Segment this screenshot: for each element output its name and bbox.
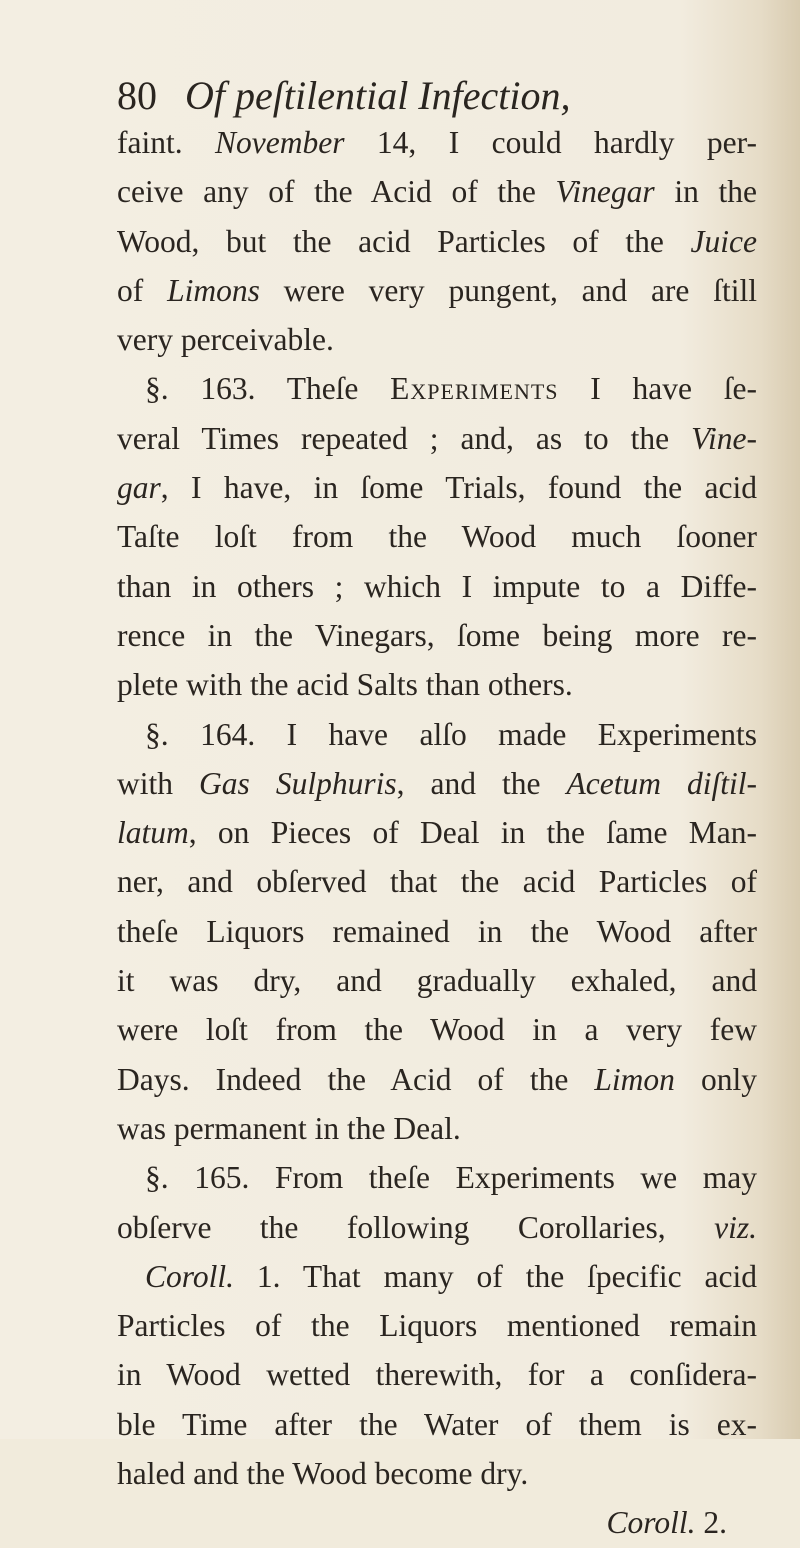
text-line <box>117 611 757 660</box>
text-line <box>117 167 757 216</box>
text-run: Coroll. <box>606 1505 696 1541</box>
text-run: rence in the Vinegars, ſome being more re- <box>117 617 757 653</box>
text-run: latum <box>117 815 189 851</box>
text-run: faint. <box>117 125 216 160</box>
text-run: plete with the acid Salts than others. <box>117 667 573 703</box>
text-line <box>117 660 757 709</box>
text-run: Experiments <box>390 371 559 407</box>
text-line <box>117 1350 757 1399</box>
text-run: I have ſe- <box>558 371 757 407</box>
text-run: Coroll. <box>145 1258 234 1294</box>
page-number: 80 <box>117 73 157 118</box>
text-run: Acetum diſtil- <box>566 765 757 801</box>
running-title: Of peſtilential Infection, <box>185 73 571 118</box>
text-line <box>117 463 757 512</box>
text-run: 1. That many of the ſpecific acid <box>233 1258 757 1294</box>
text-run: veral Times repeated ; and, as to the <box>117 420 692 456</box>
text-line <box>117 1400 757 1449</box>
text-run: ceive any of the Acid of the <box>117 174 556 210</box>
text-run: Limons <box>167 272 260 308</box>
text-run: Wood, but the acid Particles of the <box>117 223 691 259</box>
text-line <box>117 118 757 167</box>
text-line <box>117 315 757 364</box>
text-line <box>117 1498 757 1547</box>
text-run: §. 164. I have alſo made Experiments <box>145 716 757 752</box>
text-line <box>117 266 757 315</box>
text-line <box>117 1153 757 1202</box>
text-run: 14, I could hardly per- <box>344 125 757 160</box>
text-run: §. 165. From theſe Experiments we may <box>145 1160 757 1196</box>
text-run: 2. <box>695 1505 727 1541</box>
text-line <box>117 1301 757 1350</box>
text-run: it was dry, and gradually exhaled, and <box>117 963 757 999</box>
text-run: , on Pieces of Deal in the ſame Man- <box>188 815 757 851</box>
text-run: theſe Liquors remained in the Wood after <box>117 913 757 949</box>
text-line <box>117 808 757 857</box>
text-run: than in others ; which I impute to a Diffe- <box>117 568 757 604</box>
text-line <box>117 1104 757 1153</box>
text-run: Particles of the Liquors mentioned remain <box>117 1308 757 1344</box>
text-run: only <box>674 1061 757 1097</box>
text-run: viz. <box>714 1209 757 1245</box>
text-line <box>117 414 757 463</box>
text-line <box>117 217 757 266</box>
text-run: in Wood wetted therewith, for a conſidera- <box>117 1357 757 1393</box>
text-line <box>117 759 757 808</box>
text-run: Gas Sulphuris <box>199 765 397 801</box>
page-body <box>117 118 757 1548</box>
text-run: with <box>117 765 200 801</box>
text-run: haled and the Wood become dry. <box>117 1456 529 1492</box>
text-line <box>117 857 757 906</box>
text-run: ner, and obſerved that the acid Particles of <box>117 864 757 900</box>
text-line <box>117 364 757 413</box>
text-run: , and the <box>396 765 567 801</box>
text-run: in the <box>654 174 757 210</box>
text-line <box>117 1449 757 1498</box>
text-run: Days. Indeed the Acid of the <box>117 1061 595 1097</box>
text-run: were very pungent, and are ſtill <box>259 272 757 308</box>
page-header <box>117 66 757 126</box>
text-run: Taſte loſt from the Wood much ſooner <box>117 519 757 555</box>
text-run: Limon <box>594 1061 675 1097</box>
text-run: November <box>215 125 345 160</box>
text-run: Vine- <box>691 420 757 456</box>
text-run: §. 163. Theſe <box>145 371 391 407</box>
text-line <box>117 710 757 759</box>
text-line <box>117 1203 757 1252</box>
text-line <box>117 1005 757 1054</box>
text-line <box>117 562 757 611</box>
text-run: Vinegar <box>555 174 655 210</box>
text-run: very perceivable. <box>117 322 334 358</box>
text-line <box>117 1055 757 1104</box>
text-line <box>117 956 757 1005</box>
text-run: was permanent in the Deal. <box>117 1110 461 1146</box>
text-run: ble Time after the Water of them is ex- <box>117 1406 757 1442</box>
text-line <box>117 1252 757 1301</box>
text-run: gar <box>117 470 161 506</box>
text-line <box>117 907 757 956</box>
text-run: , I have, in ſome Trials, found the acid <box>160 470 757 506</box>
text-run: obſerve the following Corollaries, <box>117 1209 715 1245</box>
text-line <box>117 512 757 561</box>
text-run: Juice <box>690 223 757 259</box>
text-run: were loſt from the Wood in a very few <box>117 1012 757 1048</box>
text-run: of <box>117 272 168 308</box>
